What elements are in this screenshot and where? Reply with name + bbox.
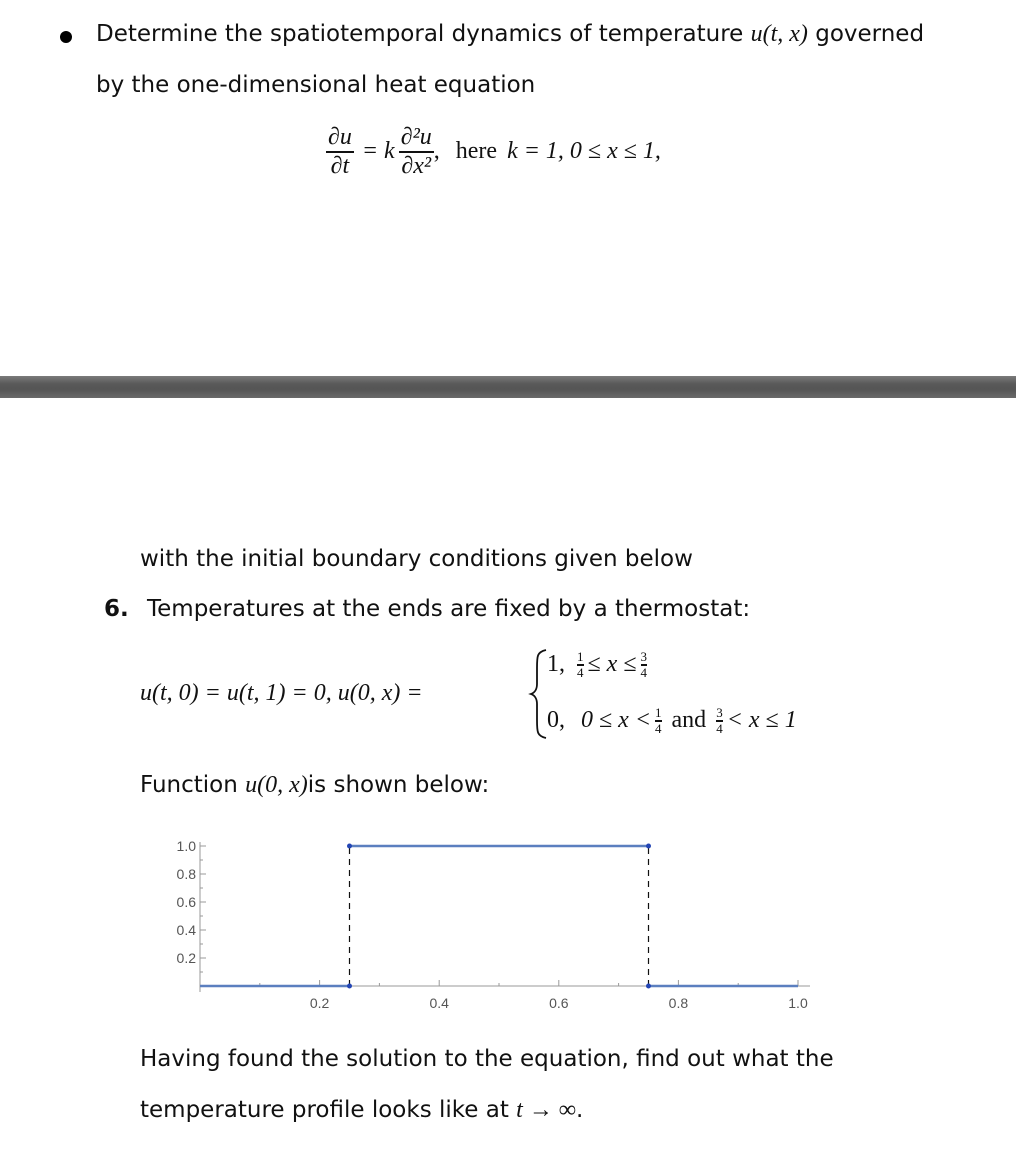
case1-frac-a-num: 1 [577,649,584,664]
rhs-numerator: ∂²u [400,124,432,150]
boundary-condition-text: u(t, 0) = u(t, 1) = 0, u(0, x) = [140,680,423,706]
caption-math: u(0, x) [245,772,308,798]
intro-line-1 [96,21,924,48]
equals-k: = k [361,138,395,165]
data-point [646,844,651,849]
case2-frac-b-den: 4 [716,720,723,736]
bullet-icon [60,31,72,43]
rhs-fraction [399,124,434,180]
case2-and: and [671,707,707,734]
case2-frac-a-den: 4 [655,720,662,736]
intro-text-a: Determine the spatiotemporal dynamics of temperature [96,21,751,47]
question-text-b: . [575,1097,584,1123]
case2-frac-b-num: 3 [716,705,723,720]
rhs-denominator: ∂x² [401,152,432,179]
question-math: t → ∞ [516,1097,576,1123]
x-tick-label: 0.8 [668,995,689,1011]
case2-frac-b [716,706,723,736]
function-caption [140,772,489,799]
caption-text-a: Function [140,772,246,798]
intro-math-u: u(t, x) [750,21,808,47]
case2-frac-a [655,706,662,736]
x-tick-label: 0.6 [549,995,569,1011]
lhs-denominator: ∂t [330,152,350,179]
section-divider [0,376,1016,398]
question-line-2 [140,1097,583,1124]
case2-value: 0, [547,707,565,734]
lhs-numerator: ∂u [328,124,352,150]
x-tick-label: 0.2 [309,995,330,1011]
initial-condition-chart [150,830,830,1020]
here-label: here [455,138,498,165]
data-point [646,984,651,989]
intro-line-2: by the one-dimensional heat equation [96,72,536,98]
y-tick-label: 0.8 [176,866,196,882]
case1-mid: ≤ x ≤ [587,651,637,678]
case1-frac-a-den: 4 [577,664,584,680]
intro-text-b: governed [807,21,925,47]
caption-text-b: is shown below: [307,772,490,798]
question-line-1: Having found the solution to the equation, find out what the [140,1046,834,1072]
case2-frac-a-num: 1 [655,705,662,720]
case1-value: 1, [547,651,565,678]
data-point [347,844,352,849]
case-row-1 [547,650,647,680]
x-tick-label: 0.4 [429,995,449,1011]
case2-post: < x ≤ 1 [726,707,797,734]
item-number: 6. [104,596,129,622]
y-tick-label: 0.2 [176,950,196,966]
item-text: Temperatures at the ends are fixed by a thermostat: [147,596,751,622]
conditions-intro: with the initial boundary conditions given below [140,546,693,572]
question-text-a: temperature profile looks like at [140,1097,517,1123]
case2-pre: 0 ≤ x < [581,707,652,734]
y-tick-label: 0.6 [176,894,196,910]
case-row-2 [547,706,797,736]
y-tick-label: 1.0 [176,838,196,854]
data-point [347,984,352,989]
lhs-fraction [326,124,354,180]
case1-frac-b-num: 3 [640,649,647,664]
case1-frac-b-den: 4 [640,664,647,680]
equation-condition: k = 1, 0 ≤ x ≤ 1, [507,138,661,165]
heat-equation [326,124,661,180]
case1-frac-a [577,650,584,680]
y-tick-label: 0.4 [176,922,196,938]
x-tick-label: 1.0 [788,995,808,1011]
equation-comma: , [433,138,440,165]
case1-frac-b [641,650,648,680]
